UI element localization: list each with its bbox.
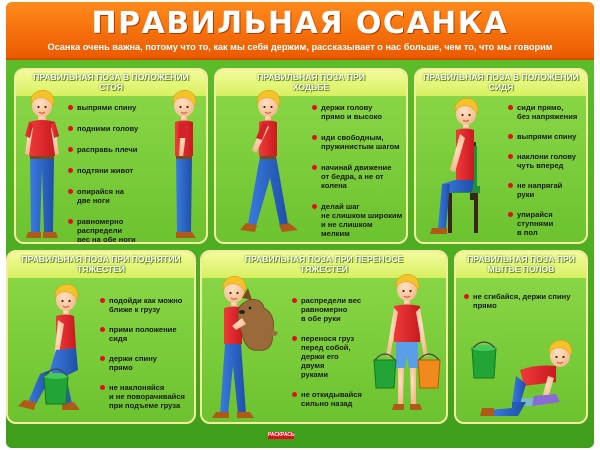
tips-list [292,296,362,408]
boy-carrying-two-buckets-icon [370,276,444,424]
list-item: упирайся ступнями в пол [508,210,577,237]
list-item: иди свободным, пружинистым шагом [312,133,402,151]
list-item: подойди как можно ближе к грузу [100,296,185,314]
panel-heading: ПРАВИЛЬНАЯ ПОЗА В ПОЛОЖЕНИИ СТОЯ [16,70,206,96]
list-item: сиди прямо, без напряжения [508,103,577,121]
boy-washing-floor-icon [460,336,586,424]
tips-list [464,292,570,310]
list-item: делай шаг не слишком широким и не слишком мелким [312,202,402,238]
list-item: выпрями спину [508,132,577,141]
poster [6,2,594,448]
list-item: опирайся на две ноги [68,187,138,205]
page-title: ПРАВИЛЬНАЯ ОСАНКА [91,6,509,41]
list-item: выпрями спину [68,103,138,112]
boy-walking-icon [230,92,306,242]
list-item: прими положение сидя [100,325,185,343]
list-item: равномерно распредели вес на обе ноги [68,217,138,244]
boy-standing-front-icon [22,92,62,242]
tips-list [100,296,185,410]
panel-heading: ПРАВИЛЬНАЯ ПОЗА ПРИ ПЕРЕНОСЕ ТЯЖЕСТЕЙ [202,252,446,278]
list-item: не напрягай руки [508,181,577,199]
tips-list [508,103,577,237]
list-item: не сгибайся, держи спину прямо [464,292,570,310]
boy-sitting-on-chair-icon [422,100,502,240]
list-item: наклони голову чуть вперед [508,152,577,170]
list-item: держи голову прямо и высоко [312,103,402,121]
boy-lifting-bucket-icon [16,286,96,424]
publisher-logo: РАСКРАСЬ [268,432,295,438]
list-item: начинай движение от бедра, а не от колена [312,163,402,190]
list-item: расправь плечи [68,145,138,154]
list-item: подними голову [68,124,138,133]
list-item: подтяни живот [68,166,138,175]
page-subtitle: Осанка очень важна, потому что то, как мы себя держим, рассказывает о нас больше, чем то, что мы говорим [47,42,553,52]
panel-walking [214,68,408,244]
panel-lifting [6,250,196,424]
list-item: держи спину прямо [100,354,185,372]
header-banner [6,2,594,60]
panel-heading: ПРАВИЛЬНАЯ ПОЗА ПРИ ХОДЬБЕ [216,70,406,96]
panel-sitting [414,68,588,244]
panel-washing-floor [454,250,588,424]
panel-heading: ПРАВИЛЬНАЯ ПОЗА ПРИ МЫТЬЕ ПОЛОВ [456,252,586,278]
panel-standing [14,68,208,244]
list-item: не откидывайся сильно назад [292,390,362,408]
list-item: не наклоняйся и не поворачивайся при подъеме груза [100,383,185,410]
panel-heading: ПРАВИЛЬНАЯ ПОЗА В ПОЛОЖЕНИИ СИДЯ [416,70,586,96]
panel-heading: ПРАВИЛЬНАЯ ПОЗА ПРИ ПОДНЯТИИ ТЯЖЕСТЕЙ [8,252,194,278]
boy-standing-side-icon [164,92,204,242]
boy-carrying-dog-icon [206,278,290,424]
tips-list [68,103,138,244]
list-item: распредели вес равномерно в обе руки [292,296,362,323]
list-item: перенося груз перед собой, держи его двумя руками [292,334,362,379]
tips-list [312,103,402,238]
panel-carrying [200,250,448,424]
